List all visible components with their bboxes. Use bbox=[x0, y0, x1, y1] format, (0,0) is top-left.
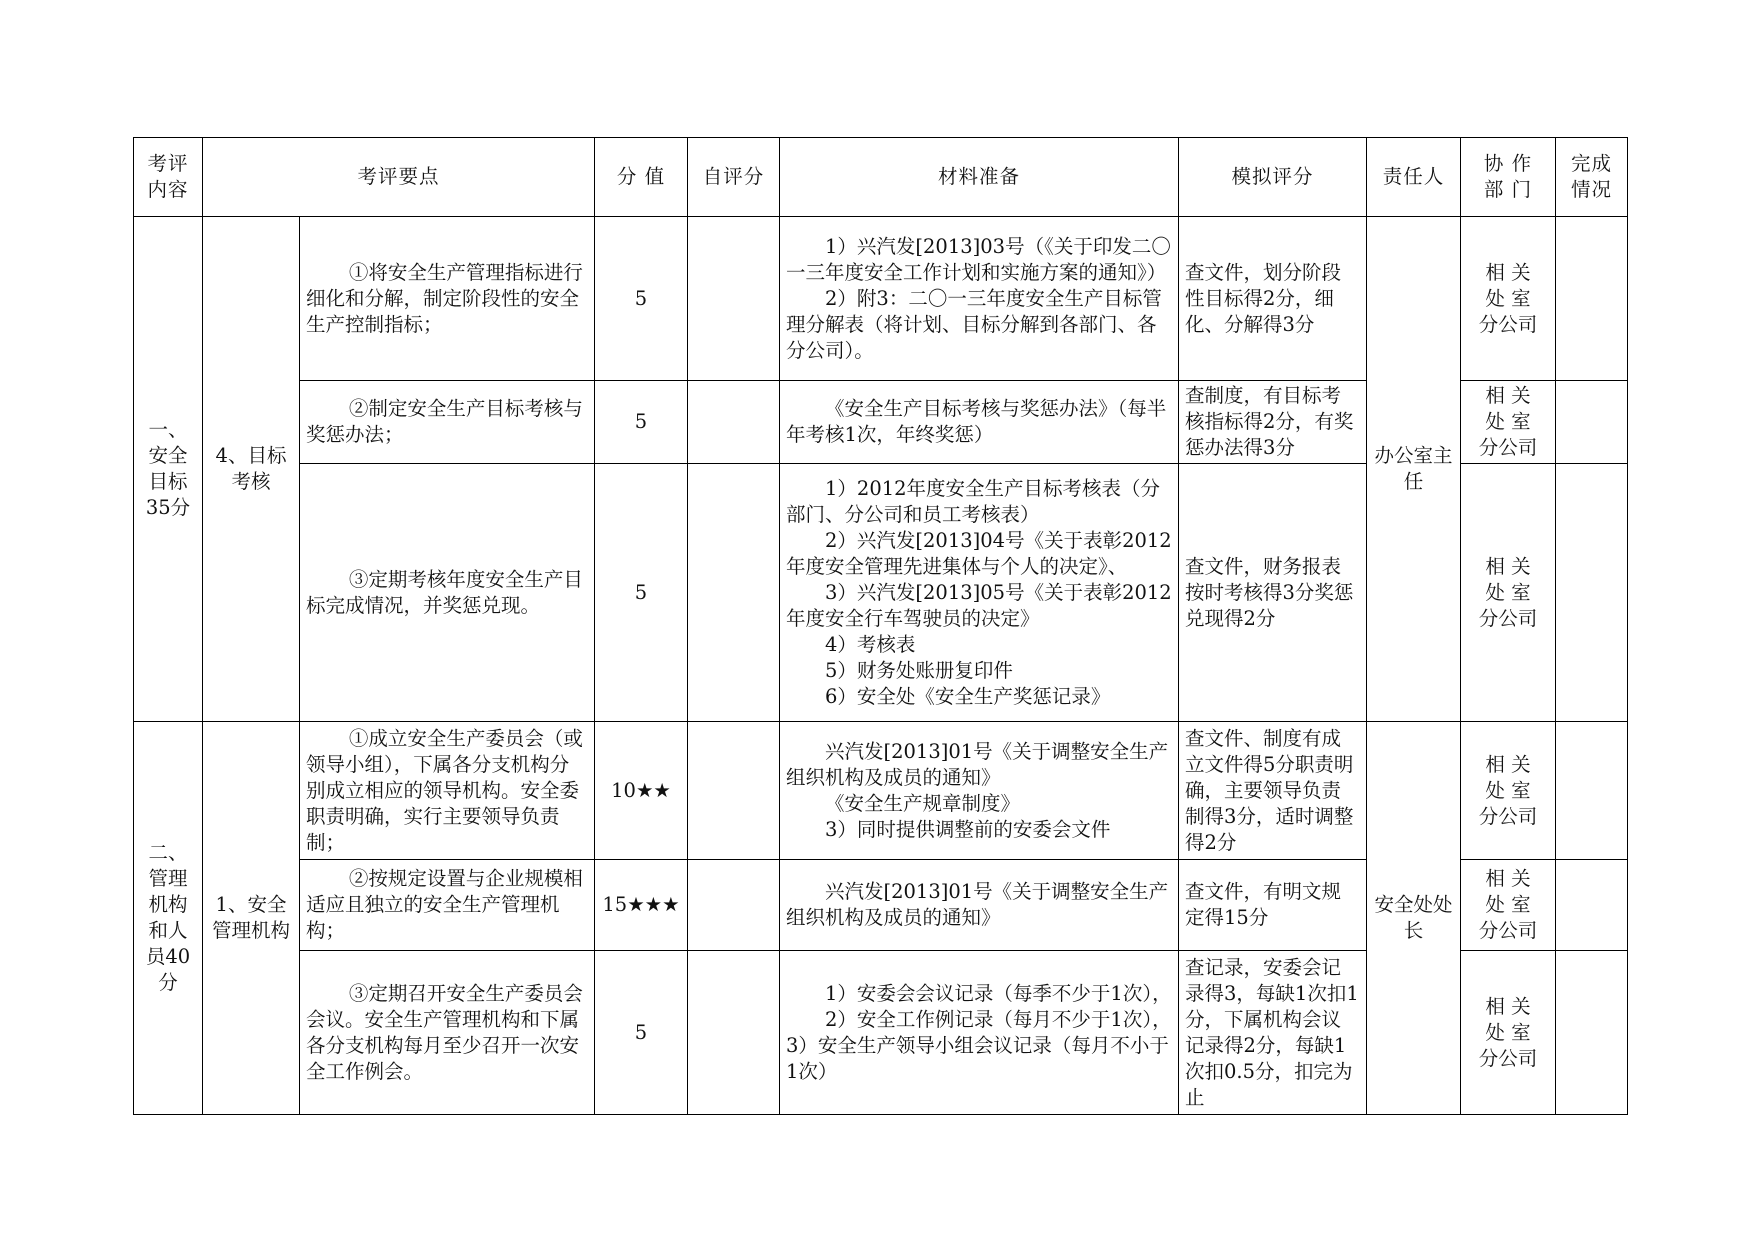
score-cell: 5 bbox=[595, 381, 688, 464]
done-cell bbox=[1556, 381, 1628, 464]
score-cell: 15★★★ bbox=[595, 860, 688, 951]
material-cell: 1）安委会会议记录（每季不少于1次）， 2）安全工作例记录（每月不少于1次），3）安全生产领导小组会议记录（每月不小于1次） bbox=[780, 951, 1179, 1115]
subcategory-cell: 4、目标考核 bbox=[203, 217, 300, 722]
sim-score-cell: 查文件，财务报表按时考核得3分奖惩兑现得2分 bbox=[1179, 464, 1367, 722]
self-score-cell bbox=[688, 217, 780, 381]
point-cell: ②按规定设置与企业规模相适应且独立的安全生产管理机构； bbox=[300, 860, 595, 951]
header-material: 材料准备 bbox=[780, 138, 1179, 217]
header-content: 考评 内容 bbox=[134, 138, 203, 217]
header-done: 完成 情况 bbox=[1556, 138, 1628, 217]
header-points: 考评要点 bbox=[203, 138, 595, 217]
header-assist: 协 作 部 门 bbox=[1461, 138, 1556, 217]
done-cell bbox=[1556, 722, 1628, 860]
table-row bbox=[134, 217, 1628, 381]
assist-cell: 相 关 处 室 分公司 bbox=[1461, 722, 1556, 860]
table-row bbox=[134, 722, 1628, 860]
sim-score-cell: 查文件、制度有成立文件得5分职责明确，主要领导负责制得3分，适时调整得2分 bbox=[1179, 722, 1367, 860]
score-cell: 10★★ bbox=[595, 722, 688, 860]
assist-cell: 相 关 处 室 分公司 bbox=[1461, 381, 1556, 464]
sim-score-cell: 查文件，有明文规定得15分 bbox=[1179, 860, 1367, 951]
material-cell: 1）兴汽发[2013]03号（《关于印发二〇一三年度安全工作计划和实施方案的通知》） 2）附3：二〇一三年度安全生产目标管理分解表（将计划、目标分解到各部门、各分公司）。 bbox=[780, 217, 1179, 381]
point-cell: ①将安全生产管理指标进行细化和分解，制定阶段性的安全生产控制指标； bbox=[300, 217, 595, 381]
done-cell bbox=[1556, 464, 1628, 722]
self-score-cell bbox=[688, 722, 780, 860]
header-owner: 责任人 bbox=[1367, 138, 1461, 217]
done-cell bbox=[1556, 217, 1628, 381]
sim-score-cell: 查文件，划分阶段性目标得2分，细化、分解得3分 bbox=[1179, 217, 1367, 381]
owner-cell: 办公室主 任 bbox=[1367, 217, 1461, 722]
assist-cell: 相 关 处 室 分公司 bbox=[1461, 860, 1556, 951]
score-cell: 5 bbox=[595, 464, 688, 722]
point-cell: ①成立安全生产委员会（或领导小组），下属各分支机构分别成立相应的领导机构。安全委职责明确，实行主要领导负责制； bbox=[300, 722, 595, 860]
header-self: 自评分 bbox=[688, 138, 780, 217]
self-score-cell bbox=[688, 860, 780, 951]
sim-score-cell: 查制度，有目标考核指标得2分，有奖惩办法得3分 bbox=[1179, 381, 1367, 464]
material-cell: 兴汽发[2013]01号《关于调整安全生产组织机构及成员的通知》 《安全生产规章制度》 3）同时提供调整前的安委会文件 bbox=[780, 722, 1179, 860]
self-score-cell bbox=[688, 464, 780, 722]
category-cell: 一、安全目标35分 bbox=[134, 217, 203, 722]
material-cell: 1）2012年度安全生产目标考核表（分部门、分公司和员工考核表） 2）兴汽发[2013]04号《关于表彰2012年度安全管理先进集体与个人的决定》、 3）兴汽发[2013]05号《关于表彰2012年度安全行车驾驶员的决定》 4）考核表 5）财务处账册复印件 6）安全处《安全生产奖惩记录》 bbox=[780, 464, 1179, 722]
header-row bbox=[134, 138, 1628, 217]
done-cell bbox=[1556, 951, 1628, 1115]
header-sim: 模拟评分 bbox=[1179, 138, 1367, 217]
point-cell: ②制定安全生产目标考核与奖惩办法； bbox=[300, 381, 595, 464]
header-score: 分 值 bbox=[595, 138, 688, 217]
score-cell: 5 bbox=[595, 217, 688, 381]
assist-cell: 相 关 处 室 分公司 bbox=[1461, 464, 1556, 722]
assessment-table bbox=[133, 137, 1628, 1115]
self-score-cell bbox=[688, 951, 780, 1115]
assist-cell: 相 关 处 室 分公司 bbox=[1461, 217, 1556, 381]
done-cell bbox=[1556, 860, 1628, 951]
owner-cell: 安全处处 长 bbox=[1367, 722, 1461, 1115]
category-cell: 二、管理机构和人员40分 bbox=[134, 722, 203, 1115]
subcategory-cell: 1、安全管理机构 bbox=[203, 722, 300, 1115]
point-cell: ③定期召开安全生产委员会会议。安全生产管理机构和下属各分支机构每月至少召开一次安全工作例会。 bbox=[300, 951, 595, 1115]
score-cell: 5 bbox=[595, 951, 688, 1115]
material-cell: 《安全生产目标考核与奖惩办法》（每半年考核1次，年终奖惩） bbox=[780, 381, 1179, 464]
material-cell: 兴汽发[2013]01号《关于调整安全生产组织机构及成员的通知》 bbox=[780, 860, 1179, 951]
sim-score-cell: 查记录，安委会记录得3，每缺1次扣1分，下属机构会议记录得2分，每缺1次扣0.5分，扣完为止 bbox=[1179, 951, 1367, 1115]
self-score-cell bbox=[688, 381, 780, 464]
assist-cell: 相 关 处 室 分公司 bbox=[1461, 951, 1556, 1115]
point-cell: ③定期考核年度安全生产目标完成情况，并奖惩兑现。 bbox=[300, 464, 595, 722]
